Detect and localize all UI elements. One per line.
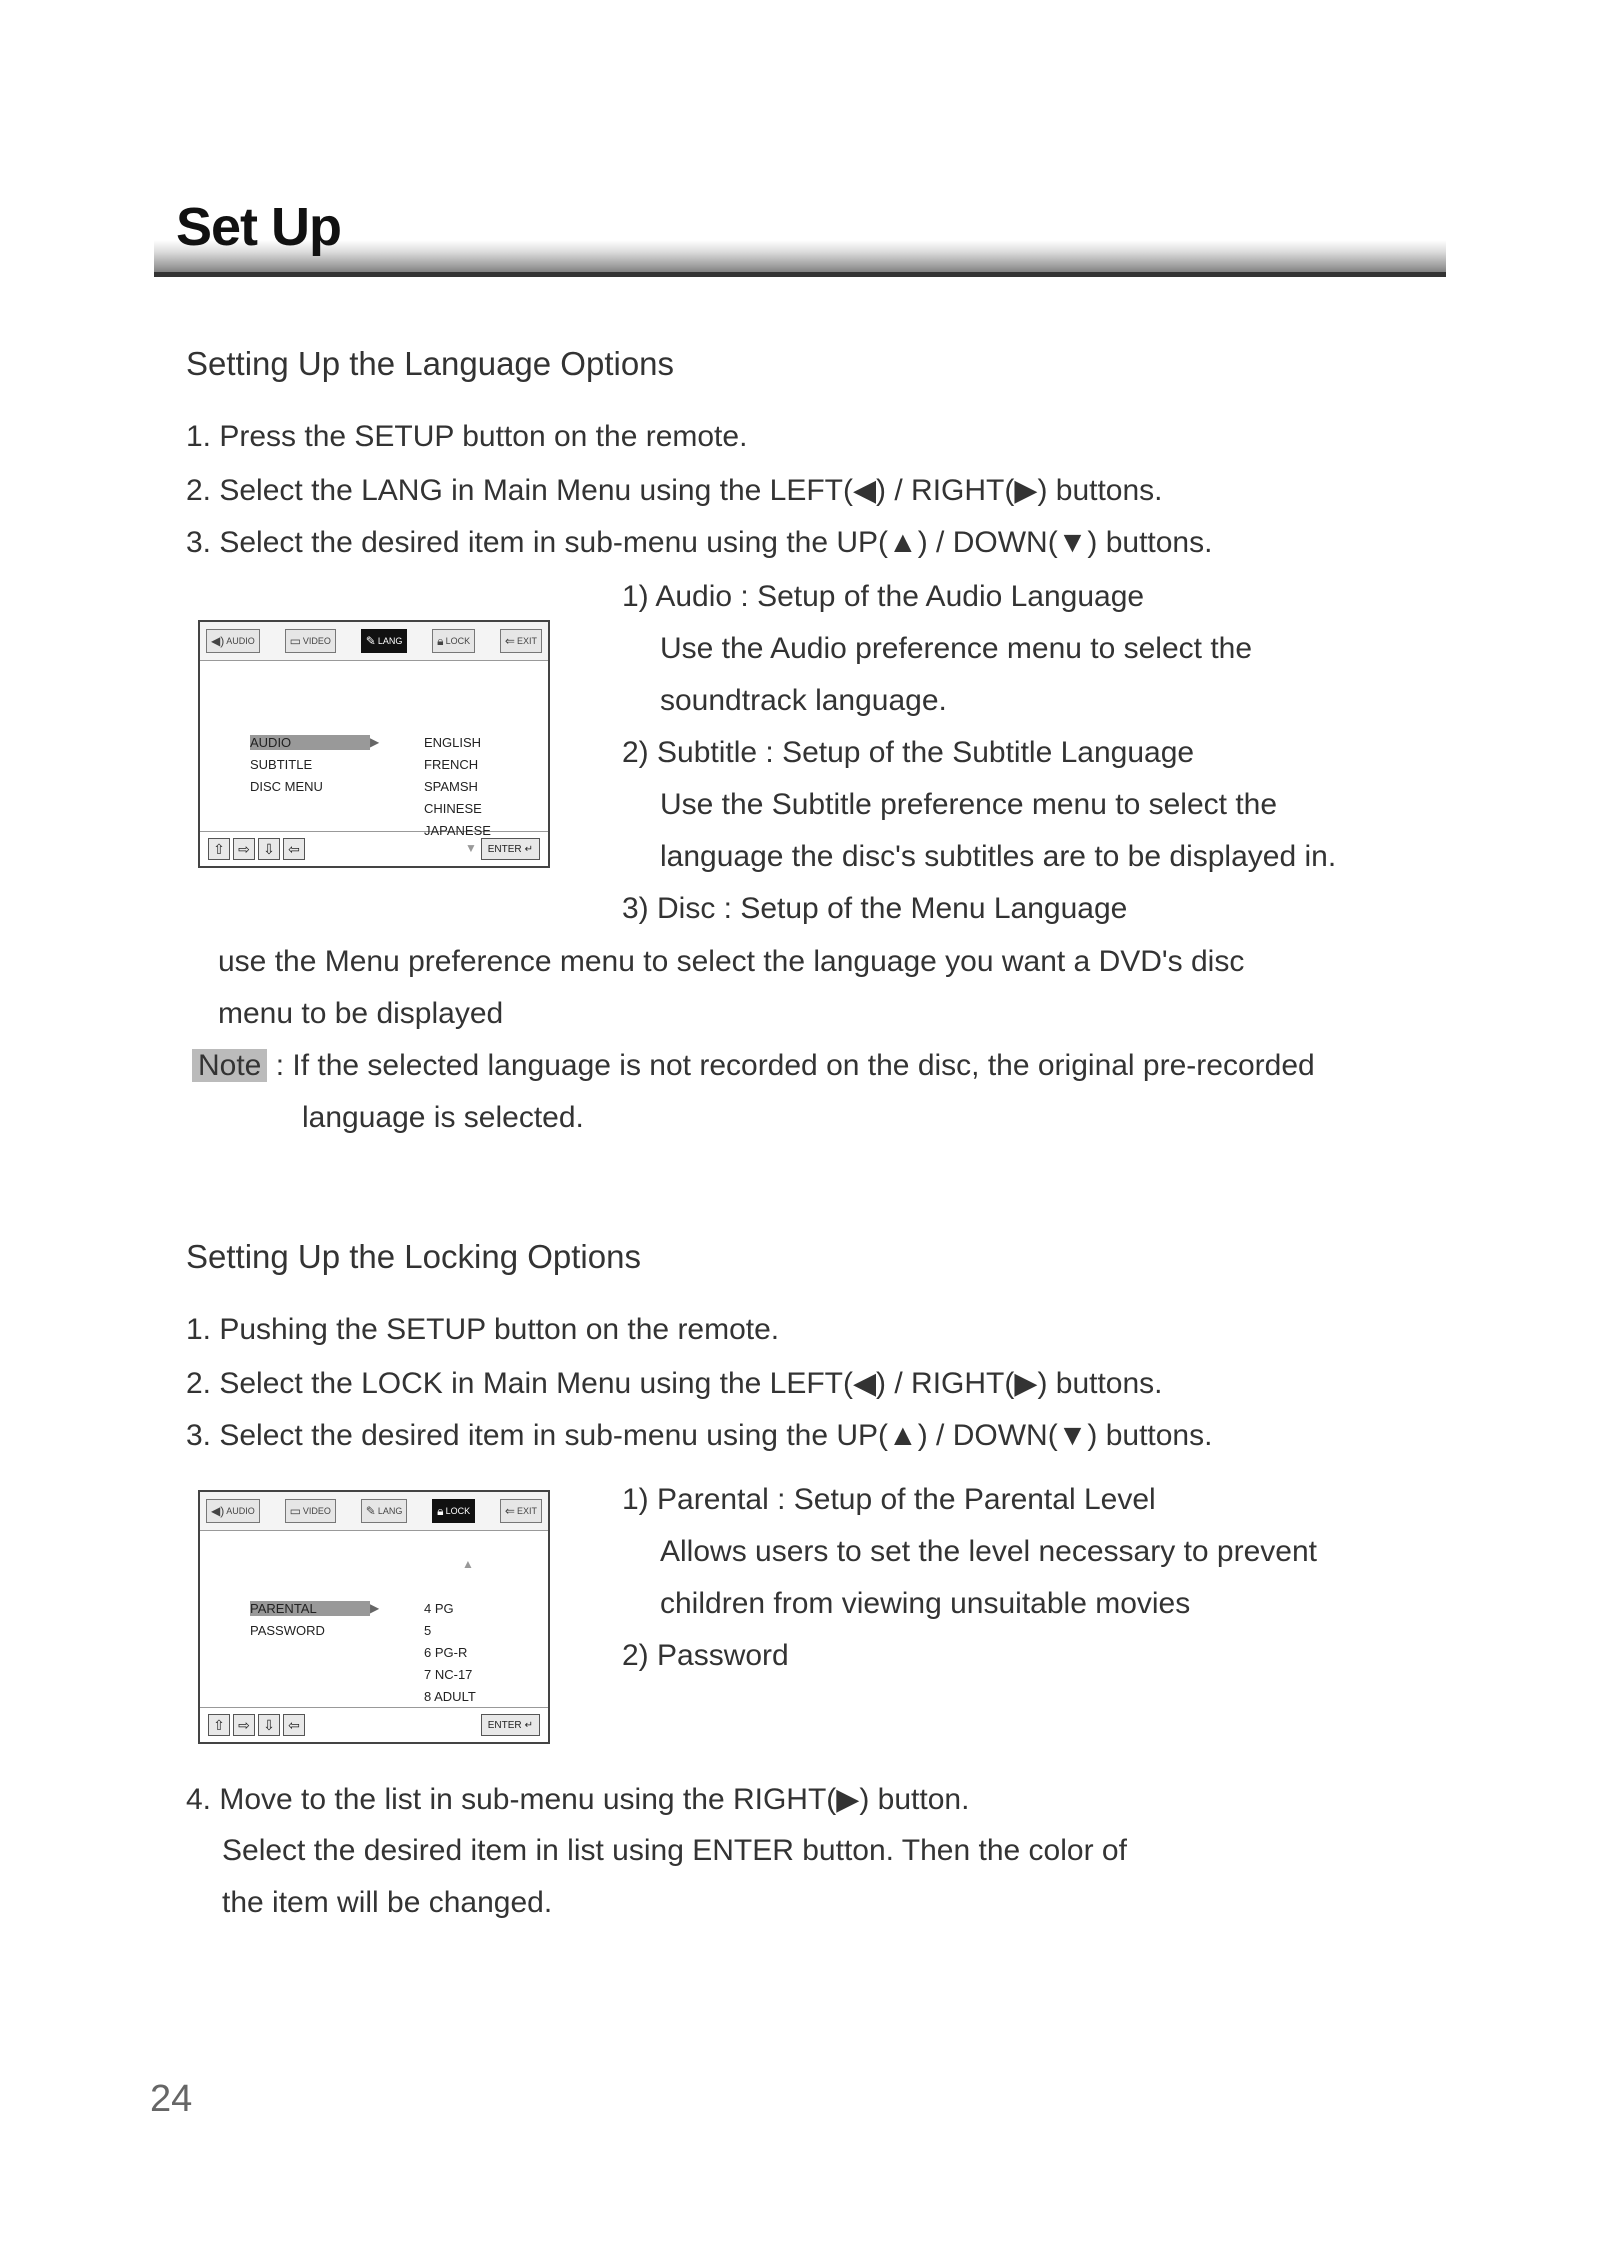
- right-icon[interactable]: ⇨: [233, 1714, 255, 1736]
- note: [192, 1049, 1315, 1083]
- lock-icon: 🔒︎: [437, 633, 444, 648]
- enter-icon: ↵: [524, 1719, 533, 1731]
- tab-video[interactable]: ▭ VIDEO: [285, 1499, 336, 1523]
- lock-icon: 🔒︎: [437, 1503, 444, 1518]
- parental-desc-2: children from viewing unsuitable movies: [660, 1587, 1191, 1620]
- right-arrow-icon: ▶: [370, 735, 380, 749]
- down-icon[interactable]: ⇩: [258, 1714, 280, 1736]
- lang-menu-screenshot: [198, 620, 550, 868]
- speaker-icon: ◀): [211, 1504, 225, 1518]
- scroll-up-icon[interactable]: ▲: [462, 1557, 474, 1571]
- nav-buttons: [208, 1714, 305, 1736]
- lock-step-4-desc-2: the item will be changed.: [222, 1886, 553, 1919]
- lock-step-4-desc-1: Select the desired item in list using ENTER button. Then the color of: [222, 1834, 1127, 1867]
- title-bar: [154, 240, 1446, 274]
- menu-footer: [200, 831, 548, 866]
- up-icon[interactable]: ⇧: [208, 1714, 230, 1736]
- disc-desc-2: menu to be displayed: [218, 997, 504, 1030]
- tab-audio[interactable]: ◀) AUDIO: [206, 1499, 260, 1523]
- password-detail: 2) Password: [622, 1639, 789, 1672]
- option-4-pg[interactable]: 4 PG: [424, 1601, 454, 1616]
- exit-icon: ⇐: [504, 1504, 515, 1518]
- down-icon[interactable]: ⇩: [258, 838, 280, 860]
- option-5[interactable]: 5: [424, 1623, 432, 1638]
- audio-desc-2: soundtrack language.: [660, 684, 947, 717]
- exit-icon: ⇐: [504, 634, 515, 648]
- menu-tabs: [200, 622, 548, 661]
- language-step-1: 1. Press the SETUP button on the remote.: [186, 420, 748, 453]
- menu-item-password[interactable]: PASSWORD: [250, 1623, 325, 1638]
- option-spanish[interactable]: SPAMSH: [424, 779, 478, 794]
- menu-item-subtitle[interactable]: SUBTITLE: [250, 757, 313, 772]
- option-japanese[interactable]: JAPANESE: [424, 823, 491, 838]
- tab-exit[interactable]: ⇐ EXIT: [500, 1499, 542, 1523]
- tab-lock[interactable]: 🔒︎ LOCK: [432, 1499, 475, 1523]
- note-text-2: language is selected.: [302, 1101, 584, 1134]
- audio-detail: 1) Audio : Setup of the Audio Language: [622, 580, 1145, 613]
- page-title: Set Up: [176, 197, 342, 257]
- subtitle-desc-1: Use the Subtitle preference menu to select the: [660, 788, 1278, 821]
- right-icon[interactable]: ⇨: [233, 838, 255, 860]
- lock-step-3: 3. Select the desired item in sub-menu using the UP(▲) / DOWN(▼) buttons.: [186, 1419, 1213, 1452]
- tab-exit[interactable]: ⇐ EXIT: [500, 629, 542, 653]
- menu-footer: [200, 1707, 548, 1742]
- option-french[interactable]: FRENCH: [424, 757, 479, 772]
- audio-desc-1: Use the Audio preference menu to select the: [660, 632, 1253, 665]
- language-heading: Setting Up the Language Options: [186, 345, 675, 382]
- subtitle-detail: 2) Subtitle : Setup of the Subtitle Language: [622, 736, 1195, 769]
- lock-step-2: 2. Select the LOCK in Main Menu using the LEFT(◀) / RIGHT(▶) buttons.: [186, 1367, 1163, 1400]
- lock-step-1: 1. Pushing the SETUP button on the remote.: [186, 1313, 780, 1346]
- subtitle-desc-2: language the disc's subtitles are to be displayed in.: [660, 840, 1337, 873]
- enter-button[interactable]: ENTER ↵: [481, 838, 540, 860]
- lang-icon: ✎: [365, 634, 376, 648]
- monitor-icon: ▭: [289, 1504, 301, 1518]
- menu-item-disc-menu[interactable]: DISC MENU: [250, 779, 323, 794]
- tab-audio[interactable]: ◀) AUDIO: [206, 629, 260, 653]
- disc-detail: 3) Disc : Setup of the Menu Language: [622, 892, 1128, 925]
- option-7-nc-17[interactable]: 7 NC-17: [424, 1667, 473, 1682]
- left-icon[interactable]: ⇦: [283, 838, 305, 860]
- scroll-down-icon[interactable]: ▼: [465, 841, 477, 855]
- note-text: : If the selected language is not recorded on the disc, the original pre-recorded: [275, 1049, 1315, 1082]
- enter-button[interactable]: ENTER ↵: [481, 1714, 540, 1736]
- monitor-icon: ▭: [289, 634, 301, 648]
- right-arrow-icon: ▶: [370, 1601, 380, 1615]
- title-rule: [154, 272, 1446, 277]
- menu-body: [200, 1531, 548, 1707]
- left-icon[interactable]: ⇦: [283, 1714, 305, 1736]
- parental-detail: 1) Parental : Setup of the Parental Level: [622, 1483, 1156, 1516]
- option-english[interactable]: ENGLISH: [424, 735, 482, 750]
- speaker-icon: ◀): [211, 634, 225, 648]
- option-8-adult[interactable]: 8 ADULT: [424, 1689, 476, 1704]
- lang-icon: ✎: [365, 1504, 376, 1518]
- tab-lang[interactable]: ✎ LANG: [361, 1499, 408, 1523]
- tab-video[interactable]: ▭ VIDEO: [285, 629, 336, 653]
- parental-desc-1: Allows users to set the level necessary to prevent: [660, 1535, 1317, 1568]
- language-step-2: 2. Select the LANG in Main Menu using the LEFT(◀) / RIGHT(▶) buttons.: [186, 474, 1163, 507]
- note-label: Note: [192, 1049, 267, 1082]
- menu-tabs: [200, 1492, 548, 1531]
- lock-step-4: 4. Move to the list in sub-menu using the RIGHT(▶) button.: [186, 1783, 970, 1816]
- lock-menu-screenshot: [198, 1490, 550, 1744]
- tab-lock[interactable]: 🔒︎ LOCK: [432, 629, 475, 653]
- nav-buttons: [208, 838, 305, 860]
- tab-lang[interactable]: ✎ LANG: [361, 629, 408, 653]
- option-6-pg-r[interactable]: 6 PG-R: [424, 1645, 468, 1660]
- menu-item-audio[interactable]: AUDIO: [250, 735, 370, 750]
- up-icon[interactable]: ⇧: [208, 838, 230, 860]
- option-chinese[interactable]: CHINESE: [424, 801, 482, 816]
- lock-heading: Setting Up the Locking Options: [186, 1238, 641, 1275]
- enter-icon: ↵: [524, 843, 533, 855]
- page-number: 24: [150, 2078, 193, 2120]
- disc-desc-1: use the Menu preference menu to select the language you want a DVD's disc: [218, 945, 1245, 978]
- menu-item-parental[interactable]: PARENTAL: [250, 1601, 370, 1616]
- language-step-3: 3. Select the desired item in sub-menu using the UP(▲) / DOWN(▼) buttons.: [186, 526, 1213, 559]
